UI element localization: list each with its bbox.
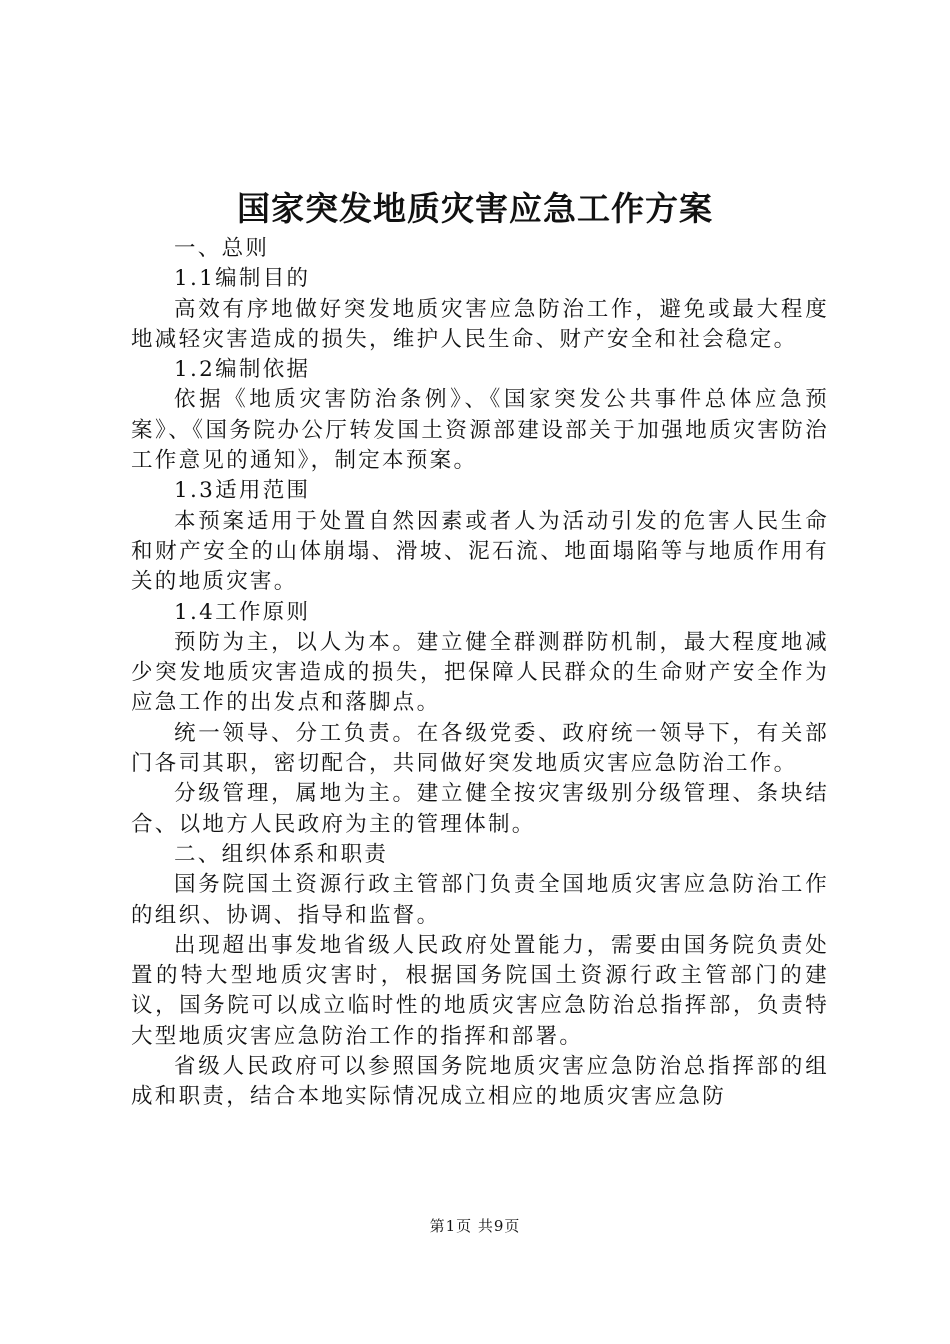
body-paragraph: 出现超出事发地省级人民政府处置能力，需要由国务院负责处置的特大型地质灾害时，根据国务院国土资源行政主管部门的建议，国务院可以成立临时性的地质灾害应急防治总指挥部，负责特大型地质灾害应急防治工作的指挥和部署。 (131, 932, 829, 1049)
body-paragraph: 省级人民政府可以参照国务院地质灾害应急防治总指挥部的组成和职责，结合本地实际情况成立相应的地质灾害应急防 (131, 1054, 829, 1110)
subsection-heading: 1.2编制依据 (174, 357, 311, 383)
body-paragraph: 本预案适用于处置自然因素或者人为活动引发的危害人民生命和财产安全的山体崩塌、滑坡、泥石流、地面塌陷等与地质作用有关的地质灾害。 (131, 508, 829, 595)
subsection-heading: 1.1编制目的 (174, 266, 311, 292)
body-paragraph: 依据《地质灾害防治条例》、《国家突发公共事件总体应急预案》、《国务院办公厅转发国土资源部建设部关于加强地质灾害防治工作意见的通知》，制定本预案。 (131, 387, 829, 474)
page-number-footer: 第1页 共9页 (429, 1217, 521, 1235)
body-paragraph: 高效有序地做好突发地质灾害应急防治工作，避免或最大程度地减轻灾害造成的损失，维护人民生命、财产安全和社会稳定。 (131, 296, 829, 352)
body-paragraph: 国务院国土资源行政主管部门负责全国地质灾害应急防治工作的组织、协调、指导和监督。 (131, 872, 829, 928)
document-title: 国家突发地质灾害应急工作方案 (237, 189, 713, 228)
document-body (131, 234, 829, 1113)
section-heading: 二、组织体系和职责 (174, 841, 389, 867)
body-paragraph: 统一领导、分工负责。在各级党委、政府统一领导下，有关部门各司其职，密切配合，共同做好突发地质灾害应急防治工作。 (131, 720, 829, 777)
subsection-heading: 1.3适用范围 (174, 478, 311, 504)
section-heading: 一、总则 (174, 236, 270, 261)
body-paragraph: 预防为主，以人为本。建立健全群测群防机制，最大程度地减少突发地质灾害造成的损失，把保障人民群众的生命财产安全作为应急工作的出发点和落脚点。 (131, 629, 829, 716)
subsection-heading: 1.4工作原则 (174, 599, 311, 625)
body-paragraph: 分级管理，属地为主。建立健全按灾害级别分级管理、条块结合、以地方人民政府为主的管理体制。 (131, 781, 829, 837)
